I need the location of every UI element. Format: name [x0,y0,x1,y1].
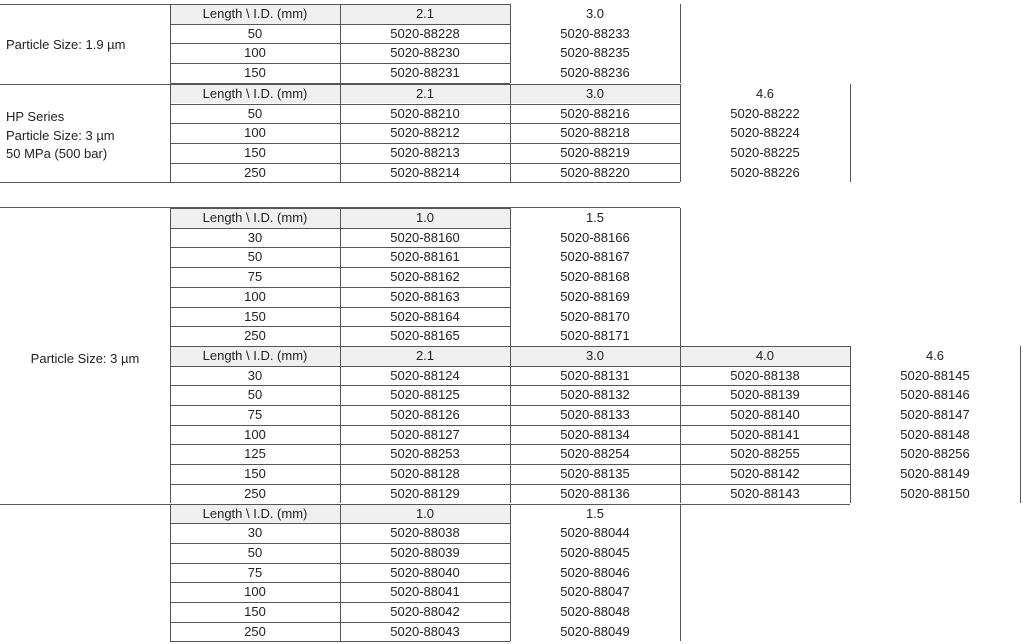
cell-part-number: 5020-88047 [560,584,630,600]
column-divider [340,208,341,346]
column-divider [510,84,511,183]
header-diameter: 2.1 [415,85,435,101]
column-divider [510,504,511,642]
cell-length: 150 [244,65,266,81]
column-divider [170,84,171,183]
cell-length: 100 [244,426,266,442]
row-divider [0,504,170,505]
column-divider [340,84,341,183]
column-divider [170,208,171,346]
cell-part-number: 5020-88133 [560,407,630,422]
cell-part-number: 5020-88231 [390,65,460,81]
row-divider [170,84,680,85]
header-length-id: Length \ I.D. (mm) [202,505,308,521]
cell-part-number: 5020-88040 [390,564,460,580]
cell-length: 30 [247,525,263,541]
column-divider [340,346,341,504]
header-length-id: Length \ I.D. (mm) [202,347,308,363]
cell-length: 250 [244,328,266,344]
cell-part-number: 5020-88170 [560,308,630,324]
cell-part-number: 5020-88214 [390,164,460,180]
cell-part-number: 5020-88213 [390,144,460,160]
row-divider [170,163,680,164]
header-diameter: 1.5 [585,210,605,225]
row-divider [170,143,680,144]
hp-series-label-line: 50 MPa (500 bar) [6,146,108,161]
cell-part-number: 5020-88134 [560,426,630,442]
cell-length: 250 [244,164,266,180]
cell-part-number: 5020-88146 [900,387,970,403]
cell-part-number: 5020-88255 [730,446,800,462]
header-length-id: Length \ I.D. (mm) [202,6,308,21]
column-divider [850,84,851,183]
row-divider [170,182,680,183]
column-divider [850,346,851,504]
cell-part-number: 5020-88171 [560,328,630,344]
cell-length: 150 [244,308,266,324]
cell-part-number: 5020-88126 [390,407,460,422]
cell-part-number: 5020-88139 [730,387,800,403]
cell-part-number: 5020-88147 [900,407,970,422]
particle-size-label: Particle Size: 1.9 µm [6,37,126,52]
cell-length: 30 [247,229,263,245]
header-diameter: 4.6 [925,347,945,363]
cell-part-number: 5020-88124 [390,367,460,383]
cell-part-number: 5020-88149 [900,466,970,482]
header-diameter: 1.5 [585,505,605,521]
cell-part-number: 5020-88043 [390,623,460,639]
cell-part-number: 5020-88222 [730,105,800,121]
cell-length: 50 [247,387,263,403]
row-divider [0,84,170,85]
cell-part-number: 5020-88210 [390,105,460,121]
cell-part-number: 5020-88162 [390,269,460,285]
cell-part-number: 5020-88145 [900,367,970,383]
column-divider [170,4,171,83]
cell-part-number: 5020-88256 [900,446,970,462]
cell-part-number: 5020-88220 [560,164,630,180]
column-divider [170,504,171,642]
cell-part-number: 5020-88128 [390,466,460,482]
header-length-id: Length \ I.D. (mm) [202,85,308,101]
column-divider [680,208,681,346]
cell-part-number: 5020-88167 [560,249,630,265]
cell-part-number: 5020-88166 [560,229,630,245]
cell-length: 150 [244,604,266,619]
cell-part-number: 5020-88048 [560,604,630,619]
cell-part-number: 5020-88218 [560,125,630,141]
column-divider [340,504,341,642]
cell-part-number: 5020-88235 [560,45,630,61]
cell-length: 75 [247,269,263,285]
cell-length: 250 [244,623,266,639]
hp-series-label-line: HP Series [6,109,65,124]
cell-part-number: 5020-88233 [560,25,630,41]
column-divider [680,346,681,504]
cell-part-number: 5020-88045 [560,544,630,560]
column-divider [680,504,681,642]
cell-part-number: 5020-88049 [560,623,630,639]
cell-length: 100 [244,45,266,61]
cell-part-number: 5020-88038 [390,525,460,541]
cell-length: 50 [247,249,263,265]
cell-part-number: 5020-88236 [560,65,630,81]
column-divider [510,208,511,346]
cell-part-number: 5020-88212 [390,125,460,141]
cell-part-number: 5020-88226 [730,164,800,180]
column-divider [680,4,681,83]
cell-part-number: 5020-88132 [560,387,630,403]
cell-part-number: 5020-88228 [390,25,460,41]
cell-length: 50 [247,25,263,41]
column-divider [170,346,171,504]
column-divider [680,84,681,183]
header-diameter: 3.0 [585,6,605,21]
row-divider [170,123,680,124]
header-diameter: 4.0 [755,347,775,363]
cell-part-number: 5020-88041 [390,584,460,600]
cell-part-number: 5020-88131 [560,367,630,383]
cell-part-number: 5020-88164 [390,308,460,324]
cell-part-number: 5020-88046 [560,564,630,580]
cell-part-number: 5020-88129 [390,485,460,501]
column-divider [340,4,341,83]
header-diameter: 4.6 [755,85,775,101]
cell-length: 50 [247,105,263,121]
column-divider [510,346,511,504]
cell-length: 125 [244,446,266,462]
cell-length: 250 [244,485,266,501]
cell-length: 100 [244,125,266,141]
cell-part-number: 5020-88138 [730,367,800,383]
cell-part-number: 5020-88160 [390,229,460,245]
header-diameter: 1.0 [415,505,435,521]
cell-part-number: 5020-88224 [730,125,800,141]
cell-length: 30 [247,367,263,383]
header-diameter: 3.0 [585,85,605,101]
column-divider [1020,346,1021,504]
header-diameter: 2.1 [415,347,435,363]
cell-part-number: 5020-88127 [390,426,460,442]
cell-part-number: 5020-88044 [560,525,630,541]
cell-part-number: 5020-88135 [560,466,630,482]
header-length-id: Length \ I.D. (mm) [202,210,308,225]
cell-length: 75 [247,564,263,580]
header-diameter: 1.0 [415,210,435,225]
cell-part-number: 5020-88230 [390,45,460,61]
row-divider [0,182,170,183]
cell-part-number: 5020-88143 [730,485,800,501]
hp-series-label-line: Particle Size: 3 µm [6,127,115,143]
cell-part-number: 5020-88042 [390,604,460,619]
cell-part-number: 5020-88169 [560,288,630,304]
cell-length: 100 [244,584,266,600]
cell-part-number: 5020-88125 [390,387,460,403]
cell-part-number: 5020-88161 [390,249,460,265]
cell-part-number: 5020-88148 [900,426,970,442]
cell-part-number: 5020-88165 [390,328,460,344]
cell-length: 100 [244,288,266,304]
cell-part-number: 5020-88219 [560,144,630,160]
cell-part-number: 5020-88225 [730,144,800,160]
cell-part-number: 5020-88136 [560,485,630,501]
cell-part-number: 5020-88039 [390,544,460,560]
column-divider [510,4,511,83]
particle-size-label: Particle Size: 3 µm [30,351,140,366]
cell-part-number: 5020-88140 [730,407,800,422]
cell-part-number: 5020-88168 [560,269,630,285]
cell-part-number: 5020-88150 [900,485,970,501]
cell-length: 50 [247,544,263,560]
cell-length: 75 [247,407,263,422]
header-diameter: 2.1 [415,6,435,21]
cell-part-number: 5020-88253 [390,446,460,462]
cell-part-number: 5020-88216 [560,105,630,121]
cell-part-number: 5020-88142 [730,466,800,482]
row-divider [0,4,170,5]
cell-part-number: 5020-88141 [730,426,800,442]
cell-part-number: 5020-88163 [390,288,460,304]
cell-length: 150 [244,144,266,160]
cell-length: 150 [244,466,266,482]
row-divider [170,104,680,105]
header-diameter: 3.0 [585,347,605,363]
cell-part-number: 5020-88254 [560,446,630,462]
